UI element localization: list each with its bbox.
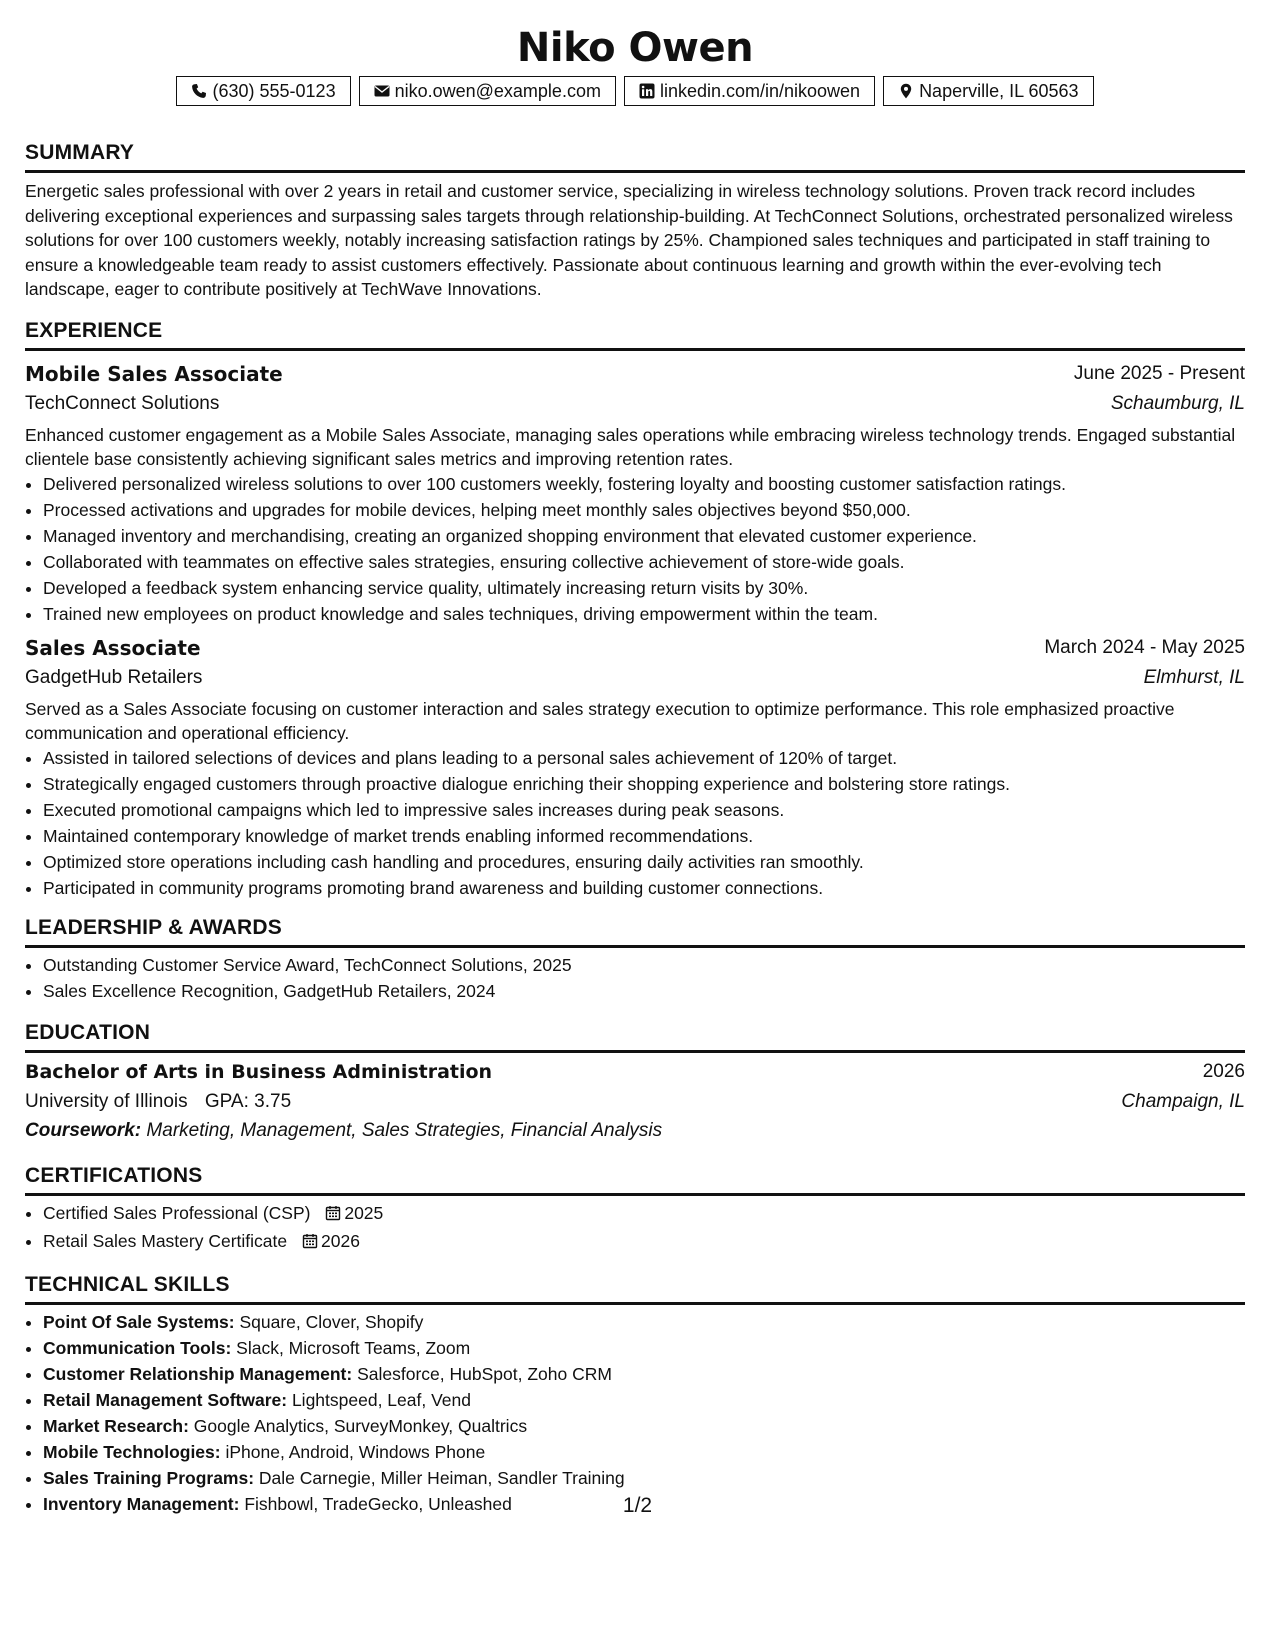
section-title-certifications: CERTIFICATIONS xyxy=(25,1163,1245,1196)
school-location: Champaign, IL xyxy=(1121,1090,1245,1112)
skill-category: Customer Relationship Management: xyxy=(43,1363,353,1384)
cert-year: 2026 xyxy=(321,1230,360,1251)
job-bullets xyxy=(25,745,1245,901)
page-number: 1/2 xyxy=(622,1494,653,1517)
job-dates: June 2025 - Present xyxy=(1073,362,1245,384)
job-description: Enhanced customer engagement as a Mobile Sales Associate, managing sales operations while embracing wireless technology trends. Engaged substantial clientele base consistently achieving significant sales metrics and improving retention rates. xyxy=(25,424,1236,469)
cert-name: Certified Sales Professional (CSP) xyxy=(43,1202,311,1223)
list-item: • Executed promotional campaigns which led to impressive sales increases during peak seasons. xyxy=(43,797,1245,823)
list-item: • Developed a feedback system enhancing service quality, ultimately increasing return visits by 30%. xyxy=(43,575,1245,601)
coursework-label: Coursework: xyxy=(25,1119,142,1141)
list-item: • Sales Excellence Recognition, GadgetHub Retailers, 2024 xyxy=(43,978,1245,1004)
coursework xyxy=(25,1117,1245,1145)
skill-category: Communication Tools: xyxy=(43,1337,232,1358)
awards-list xyxy=(25,952,1245,1004)
list-item: • Trained new employees on product knowledge and sales techniques, driving empowerment within the team. xyxy=(43,601,1245,627)
list-item xyxy=(43,1200,1245,1228)
contact-linkedin[interactable] xyxy=(624,76,875,106)
job-title: Mobile Sales Associate xyxy=(25,361,283,386)
contact-location-text: Naperville, IL 60563 xyxy=(919,81,1079,101)
skill-values: Square, Clover, Shopify xyxy=(239,1311,424,1332)
skill-values: Slack, Microsoft Teams, Zoom xyxy=(236,1337,471,1358)
envelope-icon xyxy=(374,83,390,99)
job-entry xyxy=(25,633,1245,901)
candidate-name: Niko Owen xyxy=(516,25,754,71)
list-item: • Optimized store operations including cash handling and procedures, ensuring daily activities ran smoothly. xyxy=(43,849,1245,875)
list-item: • Outstanding Customer Service Award, TechConnect Solutions, 2025 xyxy=(43,952,1245,978)
degree-title: Bachelor of Arts in Business Administration xyxy=(25,1060,493,1083)
job-location: Schaumburg, IL xyxy=(1110,392,1245,414)
contact-bar xyxy=(25,76,1245,106)
job-company: GadgetHub Retailers xyxy=(25,666,203,688)
map-pin-icon xyxy=(898,83,914,99)
skill-category: Mobile Technologies: xyxy=(43,1441,221,1462)
skill-category: Retail Management Software: xyxy=(43,1389,288,1410)
contact-email[interactable] xyxy=(359,76,616,106)
job-bullets xyxy=(25,471,1245,627)
section-title-experience: EXPERIENCE xyxy=(25,318,1245,351)
job-location: Elmhurst, IL xyxy=(1143,666,1245,688)
section-title-skills: TECHNICAL SKILLS xyxy=(25,1272,1245,1305)
certifications-list xyxy=(25,1200,1245,1256)
contact-phone-text: (630) 555-0123 xyxy=(212,81,336,101)
skill-category: Sales Training Programs: xyxy=(43,1467,255,1488)
skill-values: Fishbowl, TradeGecko, Unleashed xyxy=(244,1493,512,1514)
contact-linkedin-text: linkedin.com/in/nikoowen xyxy=(659,81,861,101)
skill-category: Point Of Sale Systems: xyxy=(43,1311,235,1332)
contact-email-text: niko.owen@example.com xyxy=(394,81,601,101)
summary-text: Energetic sales professional with over 2 years in retail and customer service, specializing in wireless technology solutions. Proven track record includes delivering exceptional experiences and surpassing sales targets through relationship-building. At TechConnect Solutions, orchestrated personalized wireless solutions for over 100 customers weekly, notably increasing satisfaction ratings by 25%. Championed sales techniques and participated in staff training to ensure a knowledgeable team ready to assist customers effectively. Passionate about continuous learning and growth within the ever-evolving tech landscape, eager to contribute positively at TechWave Innovations. xyxy=(25,181,1233,299)
skill-values: iPhone, Android, Windows Phone xyxy=(225,1441,486,1462)
section-title-summary: SUMMARY xyxy=(25,140,1245,173)
skills-list xyxy=(25,1309,1245,1517)
calendar-icon xyxy=(302,1230,318,1256)
contact-location[interactable] xyxy=(883,76,1093,106)
list-item: • Participated in community programs promoting brand awareness and building customer connections. xyxy=(43,875,1245,901)
list-item: • Strategically engaged customers through proactive dialogue enriching their shopping experience and bolstering store ratings. xyxy=(43,771,1245,797)
skill-category: Market Research: xyxy=(43,1415,189,1436)
list-item xyxy=(43,1309,1245,1335)
list-item: • Collaborated with teammates on effective sales strategies, ensuring collective achievement of store-wide goals. xyxy=(43,549,1245,575)
list-item: • Processed activations and upgrades for mobile devices, helping meet monthly sales objectives beyond $50,000. xyxy=(43,497,1245,523)
section-title-awards: LEADERSHIP & AWARDS xyxy=(25,915,1245,948)
job-dates: March 2024 - May 2025 xyxy=(1044,636,1245,658)
contact-phone[interactable] xyxy=(176,76,350,106)
cert-name: Retail Sales Mastery Certificate xyxy=(43,1230,288,1251)
skill-values: Dale Carnegie, Miller Heiman, Sandler Training xyxy=(258,1467,625,1488)
skill-category: Inventory Management: xyxy=(43,1493,240,1514)
coursework-list: Marketing, Management, Sales Strategies, Financial Analysis xyxy=(146,1119,663,1141)
phone-icon xyxy=(191,83,207,99)
list-item xyxy=(43,1361,1245,1387)
calendar-icon xyxy=(325,1202,341,1228)
list-item: • Managed inventory and merchandising, creating an organized shopping environment that elevated customer experience. xyxy=(43,523,1245,549)
skill-values: Salesforce, HubSpot, Zoho CRM xyxy=(357,1363,612,1384)
list-item: • Maintained contemporary knowledge of market trends enabling informed recommendations. xyxy=(43,823,1245,849)
list-item xyxy=(43,1439,1245,1465)
list-item: • Delivered personalized wireless solutions to over 100 customers weekly, fostering loyalty and boosting customer satisfaction ratings. xyxy=(43,471,1245,497)
gpa: GPA: 3.75 xyxy=(204,1090,292,1112)
job-company: TechConnect Solutions xyxy=(25,392,220,414)
school-name: University of Illinois xyxy=(25,1090,188,1112)
list-item: • Assisted in tailored selections of devices and plans leading to a personal sales achievement of 120% of target. xyxy=(43,745,1245,771)
list-item xyxy=(43,1413,1245,1439)
cert-year: 2025 xyxy=(344,1202,384,1223)
list-item xyxy=(43,1335,1245,1361)
job-title: Sales Associate xyxy=(25,635,201,660)
linkedin-icon xyxy=(639,83,655,99)
resume-page xyxy=(25,0,1245,1517)
list-item xyxy=(43,1465,1245,1491)
section-title-education: EDUCATION xyxy=(25,1020,1245,1053)
job-entry xyxy=(25,359,1245,627)
degree-year: 2026 xyxy=(1202,1060,1245,1082)
list-item xyxy=(43,1387,1245,1413)
skill-values: Google Analytics, SurveyMonkey, Qualtrics xyxy=(193,1415,528,1436)
list-item xyxy=(43,1228,1245,1256)
skill-values: Lightspeed, Leaf, Vend xyxy=(291,1389,471,1410)
job-description: Served as a Sales Associate focusing on customer interaction and sales strategy execution to optimize performance. This role emphasized proactive communication and operational efficiency. xyxy=(25,698,1175,743)
